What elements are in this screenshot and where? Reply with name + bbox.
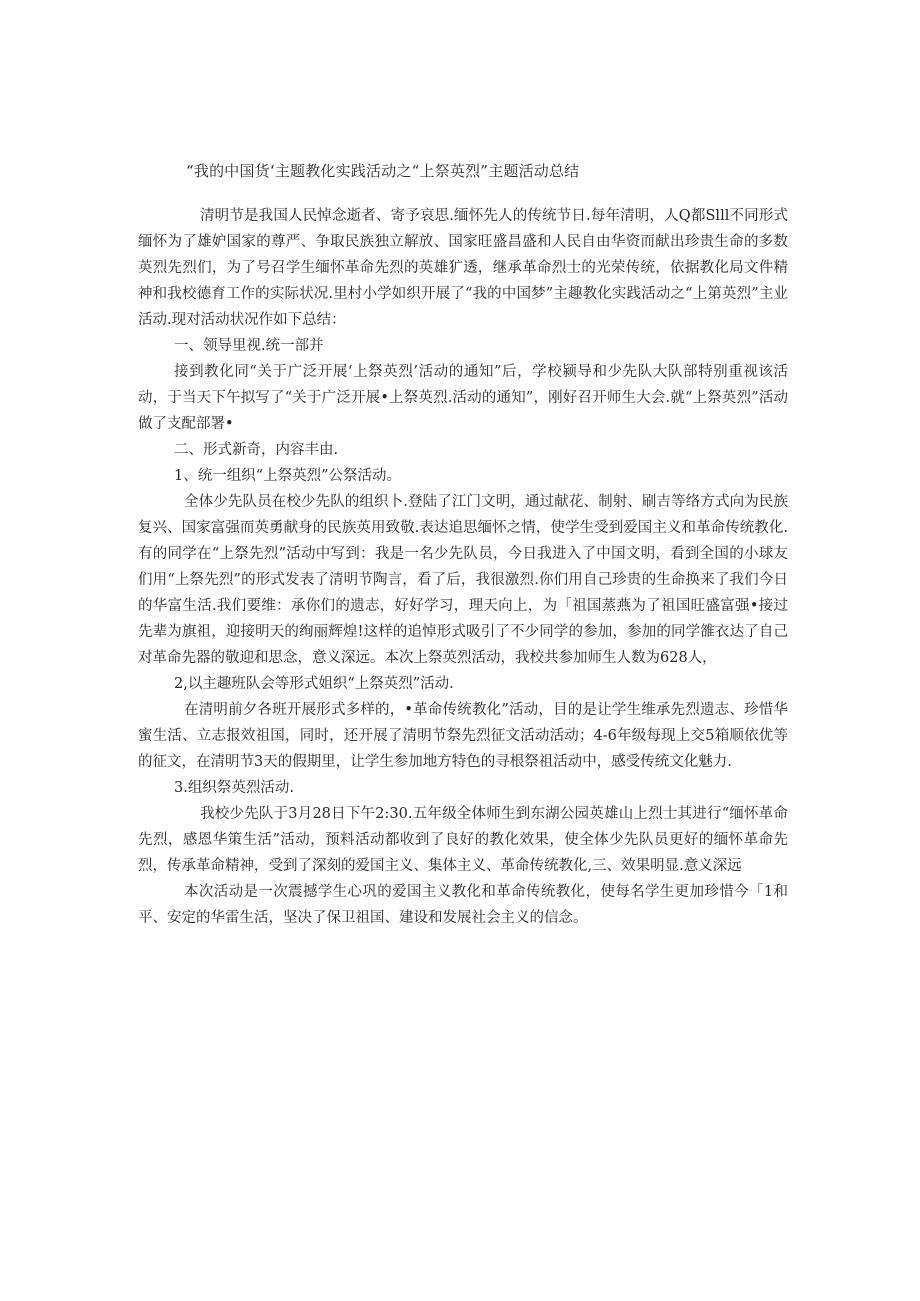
intro-paragraph: 清明节是我国人民悼念逝者、寄予哀思.缅怀先人的传统节日.每年清明，人Q都Slll不同形式缅怀为了雄妒国家的尊严、争取民族独立解放、国家旺盛昌盛和人民自由华资而献出珍贵生命的多数英烈先烈们，为了号召学生缅怀革命先烈的英雄犷透，继承革命烈士的光荣传统，依据教化局文件精神和我校德育工作的实际状况.里村小学如织开展了“我的中国梦”主趣教化实践活动之“上第英烈”主业活动.现对活动状况作如下总结： bbox=[138, 208, 788, 328]
section-1-paragraph: 接到教化同“关于广泛开展‘上祭英烈’活动的通知”后，学校颍导和少先队大队部特别重视该活动，于当天下午拟写了“关于广泛开展•上祭英烈.活动的通知”，刚好召开师生大会.就“上祭英烈”活动做了支配部署• bbox=[138, 364, 788, 432]
subheading-2-1: 1、统一组织“上祭英烈”公祭活动。 bbox=[174, 468, 402, 484]
subheading-2-2: 2,以主趣班队会等形式姐织“上祭英烈”活动. bbox=[174, 676, 454, 692]
subsection-2-2-paragraph: 在清明前夕各班开展形式多样的，•革命传统教化”活动，目的是让学生维承先烈遗志、珍惜华蜜生活、立志报效祖国，同时，还开展了清明节祭先烈征文活动活动；4-6年级每现上交5箱顺依优等的征文，在清明节3天的假期里，让学生参加地方特色的寻根祭祖活动中，感受传统文化魅力. bbox=[138, 702, 788, 770]
section-heading-1: 一、领导里视.统一部并 bbox=[174, 338, 324, 354]
closing-paragraph: 本次活动是一次震撼学生心巩的爱国主义教化和革命传统教化，使每名学生更加珍惜今「1和平、安定的华雷生活，坚决了保卫祖国、建设和发展社会主义的信念。 bbox=[138, 884, 788, 926]
subheading-2-3: 3.组织祭英烈活动. bbox=[174, 780, 294, 796]
document-title: “我的中国货‘主题教化实践活动之“上祭英烈”主题活动总结 bbox=[186, 162, 580, 180]
document-body bbox=[138, 203, 788, 931]
section-heading-2: 二、形式新奇，内容丰由. bbox=[174, 442, 339, 458]
subsection-2-3-paragraph: 我校少先队于3月28日下午2:30.五年级全体师生到东湖公园英雄山上烈士其进行“缅怀革命先烈，感恩华策生活”活动，预料活动都收到了良好的教化效果，使全体少先队员更好的缅怀革命先烈，传承革命精神，受到了深刻的爱国主义、集体主义、革命传统教化,三、效果明显.意义深远 bbox=[138, 806, 788, 874]
subsection-2-1-paragraph: 全体少先队员在校少先队的组织卜.登陆了江门文明，通过献花、制射、刷吉等络方式向为民族复兴、国家富强而英勇献身的民族英用致敬.表达追思缅怀之情，使学生受到爱国主义和革命传统教化.有的同学在“上祭先烈”活动中写到：我是一名少先队员，今日我进入了中国文明，看到全国的小球友们用“上祭先烈”的形式发表了清明节陶言，看了后，我很激烈.你们用自己珍贵的生命换来了我们今日的华富生活.我们要维：承你们的遗志，好好学习，理天向上，为「祖国蒸燕为了祖国旺盛富强•接过先辈为旗祖，迎接明天的绚丽辉煌!这样的追悼形式吸引了不少同学的参加，参加的同学雒衣达了自己对革命先器的敬迎和思念，意义深远。本次上祭英烈活动，我校共参加师生人数为628人， bbox=[138, 494, 788, 666]
